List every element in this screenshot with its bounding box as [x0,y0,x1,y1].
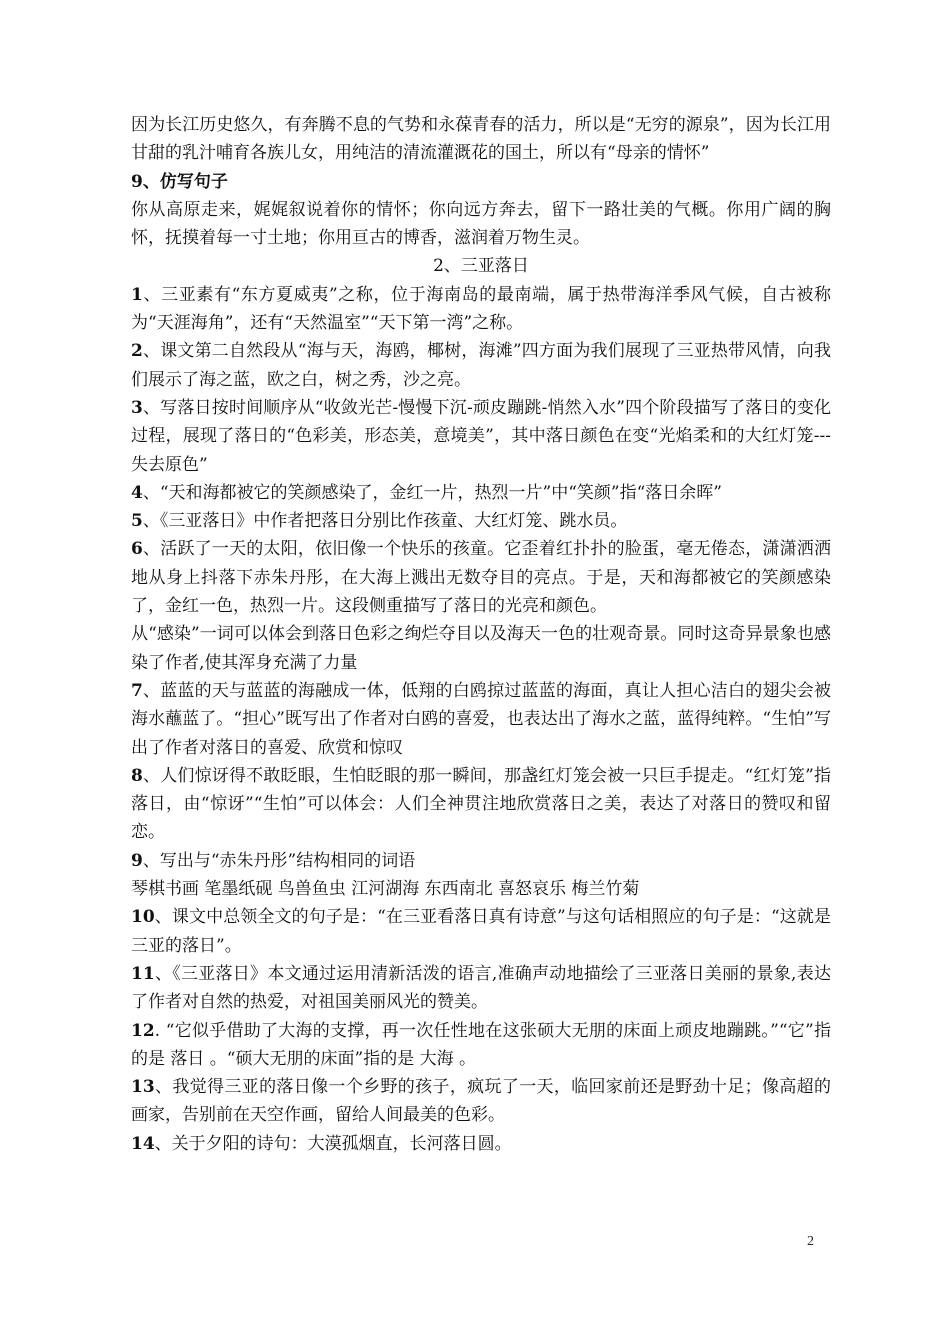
question-text: 课文中总领全文的句子是：“在三亚看落日真有诗意”与这句话相照应的句子是：“这就是三亚的落日”。 [131,907,832,956]
question-text: 写落日按时间顺序从“收敛光芒-慢慢下沉-顽皮蹦跳-悄然入水”四个阶段描写了落日的变化过程，展现了落日的“色彩美，形态美，意境美”，其中落日颜色在变“光焰柔和的大红灯笼---失去原色” [131,397,831,475]
question-text: 从“感染”一词可以体会到落日色彩之绚烂夺目以及海天一色的壮观奇景。同时这奇异景象也感染了作者,使其浑身充满了力量 [131,624,831,673]
question-list [131,281,831,1158]
question-number: 7 [131,680,143,701]
page-number: 2 [807,1234,814,1249]
question-text: 《三亚落日》中作者把落日分别比作孩童、大红灯笼、跳水员。 [159,511,628,532]
question-item [131,281,831,338]
question-text: 我觉得三亚的落日像一个乡野的孩子，疯玩了一天，临回家前还是野劲十足；像高超的画家，告别前在天空作画，留给人间最美的色彩。 [131,1077,832,1126]
question-text: “天和海都被它的笑颜感染了，金红一片，热烈一片”中“笑颜”指“落日余晖” [159,482,722,503]
question-number: 3 [131,397,143,418]
section-title: 2、三亚落日 [433,256,529,277]
intro-paragraph [131,111,831,168]
question-separator: 、 [154,1133,172,1154]
question-text: 写出与“赤朱丹彤”结构相同的词语 [159,850,416,871]
question-item [131,394,831,479]
question-item [131,875,831,903]
question-text: 蓝蓝的天与蓝蓝的海融成一体，低翔的白鸥掠过蓝蓝的海面，真让人担心洁白的翅尖会被海水蘸蓝了。“担心”既写出了作者对白鸥的喜爱，也表达出了海水之蓝，蓝得纯粹。“生怕”写出了作者对落日的喜爱、欣赏和惊叹 [131,680,832,758]
question-separator: 、 [142,482,160,503]
question-separator: 、 [142,765,161,786]
question-item [131,903,831,960]
question-number: 14 [131,1133,155,1154]
question-text: “它似乎借助了大海的支撑，再一次任性地在这张硕大无朋的床面上顽皮地蹦跳。”“它”指的是 落日 。“硕大无朋的床面”指的是 大海 。 [131,1020,832,1069]
question-separator: 、 [142,539,161,560]
question-text: 《三亚落日》本文通过运用清新活泼的语言,准确声动地描绘了三亚落日美丽的景象,表达了作者对自然的热爱，对祖国美丽风光的赞美。 [131,963,832,1013]
question-separator: 、 [142,284,162,305]
question-separator: 、 [142,850,160,871]
question-item [131,847,831,875]
question-number: 12 [131,1020,155,1041]
question-separator: 、 [142,680,161,701]
question-text: 琴棋书画 笔墨纸砚 鸟兽鱼虫 江河湖海 东西南北 喜怒哀乐 梅兰竹菊 [131,879,640,900]
question-number: 2 [131,341,143,362]
question-text: 课文第二自然段从“海与天，海鸥，椰树，海滩”四方面为我们展现了三亚热带风情，向我们展示了海之蓝，欧之白，树之秀，沙之亮。 [131,341,832,390]
question-number: 8 [131,765,143,786]
intro-text: 因为长江历史悠久，有奔腾不息的气势和永葆青春的活力，所以是“无穷的源泉”，因为长江用甘甜的乳汁哺育各族儿女，用纯洁的清流灌溉花的国土，所以有“母亲的情怀” [131,115,831,164]
question-item [131,620,831,677]
question-item [131,762,831,847]
question-9-title: 9、仿写句子 [131,171,228,192]
question-separator: 、 [154,1077,173,1098]
question-item [131,1073,831,1130]
question-text: 人们惊讶得不敢眨眼，生怕眨眼的那一瞬间，那盏红灯笼会被一只巨手提走。“红灯笼”指 落日，由“惊讶”“生怕”可以体会：人们全神贯注地欣赏落日之美，表达了对落日的赞叹和留恋。 [131,765,832,843]
question-separator: . [154,1020,166,1041]
question-number: 4 [131,482,143,503]
question-item [131,1017,831,1074]
question-item [131,337,831,394]
question-item [131,677,831,762]
question-item [131,960,831,1017]
question-number: 10 [131,907,155,928]
question-number: 1 [131,284,143,305]
question-number: 9 [131,850,143,871]
question-separator: 、 [154,963,173,984]
document-body [131,111,831,1158]
question-text: 关于夕阳的诗句：大漠孤烟直，长河落日圆。 [171,1133,512,1154]
question-separator: 、 [154,907,172,928]
question-item [131,1130,831,1158]
question-separator: 、 [142,397,161,418]
question-number: 6 [131,539,143,560]
question-separator: 、 [142,341,161,362]
question-number: 5 [131,511,143,532]
question-9-answer: 你从高原走来，娓娓叙说着你的情怀；你向远方奔去，留下一路壮美的气概。你用广阔的胸怀，抚摸着每一寸土地；你用亘古的博香，滋润着万物生灵。 [131,199,831,249]
question-separator: 、 [142,511,160,532]
question-text: 活跃了一天的太阳，依旧像一个快乐的孩童。它歪着红扑扑的脸蛋，毫无倦态，潇潇洒洒地从身上抖落下赤朱丹彤，在大海上溅出无数夺目的亮点。于是，天和海都被它的笑颜感染了，金红一色，热烈一片。这段侧重描写了落日的光亮和颜色。 [131,539,832,617]
question-number: 11 [131,963,155,984]
question-number: 13 [131,1077,155,1098]
question-item [131,535,831,620]
question-item [131,507,831,535]
question-item [131,479,831,507]
question-text: 三亚素有“东方夏威夷”之称，位于海南岛的最南端，属于热带海洋季风气候，自古被称为“天涯海角”，还有“天然温室”“天下第一湾”之称。 [131,284,832,334]
